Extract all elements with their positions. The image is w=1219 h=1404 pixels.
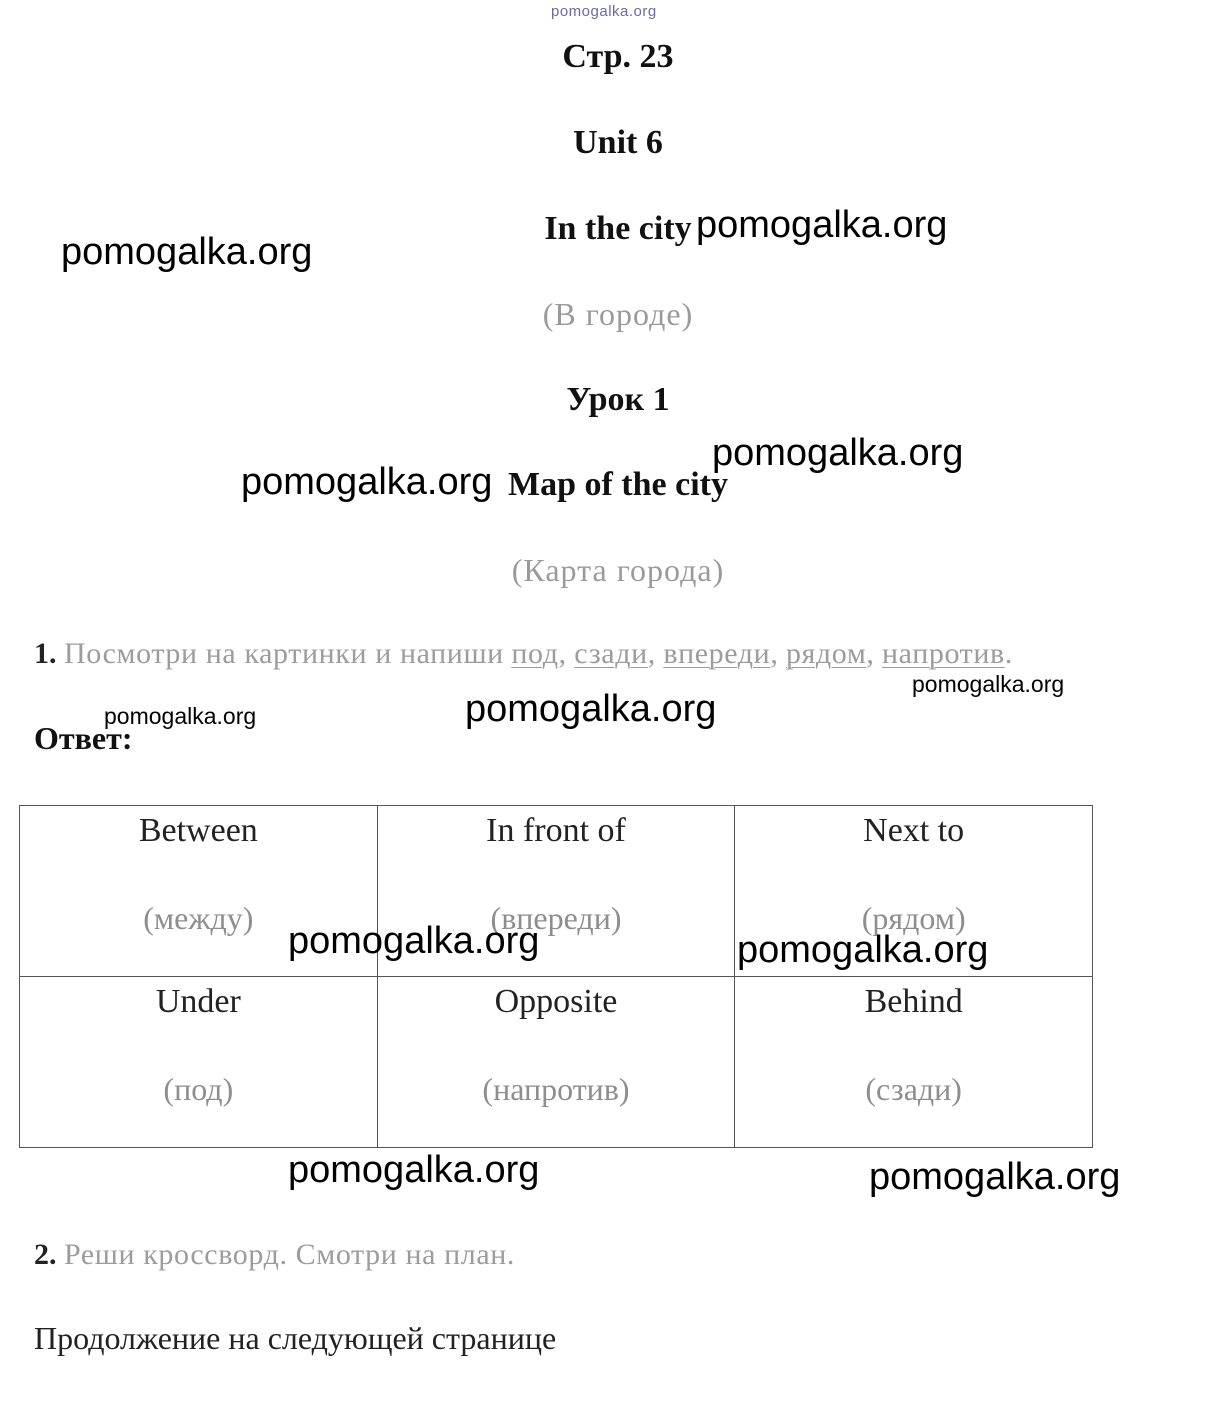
watermark: pomogalka.org — [712, 432, 964, 474]
watermark: pomogalka.org — [104, 703, 257, 729]
continuation-note: Продолжение на следующей странице — [34, 1320, 557, 1356]
task-2-text: Реши кроссворд. Смотри на план. — [64, 1238, 516, 1271]
cell-english: Behind — [864, 983, 963, 1020]
lesson-title: Урок 1 — [566, 381, 670, 418]
unit-subtitle: In the city — [544, 210, 692, 247]
task-1-word-opposite: напротив — [882, 637, 1005, 670]
unit-subtitle-ru: (В городе) — [542, 296, 694, 332]
page-label: Стр. 23 — [562, 38, 674, 75]
cell-russian: (под) — [163, 1071, 234, 1107]
task-1-number: 1. — [34, 637, 57, 670]
cell-english: Next to — [863, 812, 965, 849]
lesson-subtitle-ru: (Карта города) — [511, 552, 725, 588]
top-watermark: pomogalka.org — [551, 3, 657, 20]
cell-english: Opposite — [494, 983, 618, 1020]
watermark: pomogalka.org — [737, 929, 989, 971]
cell-english: In front of — [486, 812, 626, 849]
task-2-number: 2. — [34, 1238, 57, 1271]
cell-russian: (сзади) — [865, 1071, 962, 1107]
cell-english: Between — [138, 812, 258, 849]
answer-label: Ответ: — [34, 720, 133, 756]
watermark: pomogalka.org — [61, 231, 313, 273]
watermark: pomogalka.org — [241, 461, 493, 503]
lesson-subtitle: Map of the city — [507, 466, 728, 503]
table-cell — [377, 977, 735, 1148]
task-1-text: Посмотри на картинки и напиши — [64, 637, 504, 670]
watermark: pomogalka.org — [288, 1149, 540, 1191]
task-1-word-under: под — [511, 637, 559, 670]
unit-title: Unit 6 — [573, 124, 663, 161]
task-1-end: . — [1004, 637, 1013, 670]
task-1: 1. Посмотри на картинки и напиши под, сзади, впереди, рядом, напротив. — [34, 637, 1013, 670]
table-cell — [20, 977, 378, 1148]
cell-russian: (между) — [143, 900, 254, 936]
watermark: pomogalka.org — [869, 1156, 1121, 1198]
cell-english: Under — [155, 983, 241, 1020]
cell-russian: (впереди) — [490, 900, 622, 936]
task-2 — [34, 1238, 515, 1272]
answer-table — [19, 805, 1093, 1148]
task-1-word-in-front: впереди — [663, 637, 771, 670]
task-1-word-behind: сзади — [574, 637, 648, 670]
watermark: pomogalka.org — [696, 204, 948, 246]
watermark: pomogalka.org — [912, 671, 1065, 697]
task-1-word-next-to: рядом — [785, 637, 867, 670]
watermark: pomogalka.org — [465, 688, 717, 730]
table-cell — [735, 977, 1093, 1148]
watermark: pomogalka.org — [288, 920, 540, 962]
cell-russian: (напротив) — [482, 1071, 630, 1107]
table-row — [20, 977, 1093, 1148]
cell-russian: (рядом) — [861, 900, 966, 936]
